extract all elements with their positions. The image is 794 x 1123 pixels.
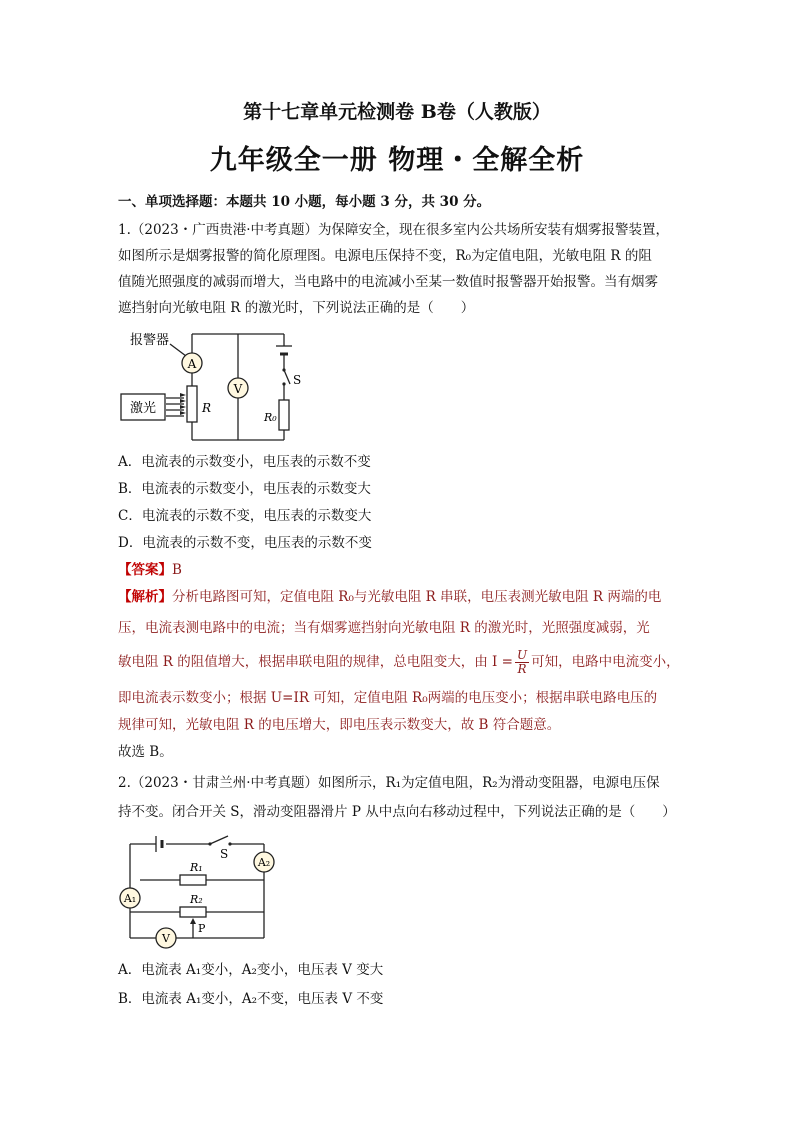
document-title: 第十七章单元检测卷 B卷（人教版）	[243, 101, 551, 123]
q1-analysis-line5: 规律可知，光敏电阻 R 的电压增大，即电压表示数变大，故 B 符合题意。	[118, 717, 561, 733]
alarm-label: 报警器	[130, 333, 170, 348]
q1-answer	[118, 561, 182, 580]
q1-stem-line1: 1.（2023・广西贵港·中考真题）为保障安全，现在很多室内公共场所安装有烟雾报警装置，	[118, 222, 670, 238]
formula-denominator: R	[517, 662, 527, 676]
analysis-text-3b: 可知，电路中电流变小，	[531, 654, 680, 670]
q1-stem-line3: 值随光照强度的减弱而增大，当电路中的电流减小至某一数值时报警器开始报警。当有烟雾	[118, 274, 658, 290]
p-label: P	[198, 922, 206, 935]
q2-circuit-diagram	[118, 832, 288, 952]
switch-label: S	[220, 847, 229, 861]
r1-label: R₁	[190, 861, 203, 874]
v-label: V	[162, 932, 170, 945]
voltmeter-label: V	[233, 382, 243, 396]
q1-option-c: C．电流表的示数不变，电压表的示数变大	[118, 508, 372, 524]
answer-value: B	[172, 562, 182, 578]
q1-stem-line4: 遮挡射向光敏电阻 R 的激光时，下列说法正确的是（ ）	[118, 300, 475, 316]
q2-option-a: A．电流表 A₁变小，A₂变小，电压表 V 变大	[118, 962, 384, 978]
section-heading: 一、单项选择题：本题共 10 小题，每小题 3 分，共 30 分。	[118, 194, 491, 210]
analysis-text-1: 分析电路图可知，定值电阻 R₀与光敏电阻 R 串联，电压表测光敏电阻 R 两端的电	[172, 589, 662, 605]
q1-analysis-line4: 即电流表示数变小；根据 U=IR 可知，定值电阻 R₀两端的电压变小；根据串联电路电压的	[118, 690, 658, 706]
document-subtitle: 九年级全一册 物理・全解全析	[209, 145, 585, 176]
r-label: R	[202, 401, 212, 415]
formula-fraction	[515, 649, 529, 676]
q1-analysis-line2: 压，电流表测电路中的电流；当有烟雾遮挡射向光敏电阻 R 的激光时，光照强度减弱，光	[118, 620, 650, 636]
q1-option-d: D．电流表的示数不变，电压表的示数不变	[118, 535, 372, 551]
ammeter-label: A	[187, 357, 197, 371]
answer-tag: 【答案】	[118, 562, 172, 578]
r2-label: R₂	[190, 893, 203, 906]
q1-option-a: A．电流表的示数变小，电压表的示数不变	[118, 454, 371, 470]
q2-stem-line1: 2.（2023・甘肃兰州·中考真题）如图所示，R₁为定值电阻，R₂为滑动变阻器，电源电压保	[118, 775, 660, 791]
laser-label: 激光	[129, 401, 157, 416]
q1-option-b: B．电流表的示数变小，电压表的示数变大	[118, 481, 371, 497]
r0-label: R₀	[264, 411, 277, 424]
a2-label: A₂	[257, 856, 271, 869]
q1-conclusion: 故选 B。	[118, 744, 173, 760]
analysis-tag: 【解析】	[118, 589, 172, 605]
formula-numerator: U	[516, 648, 528, 662]
switch-label: S	[293, 373, 302, 387]
q2-option-b: B．电流表 A₁变小，A₂不变，电压表 V 不变	[118, 991, 384, 1007]
analysis-text-3a: 敏电阻 R 的阻值增大，根据串联电阻的规律，总电阻变大，由 I =	[118, 654, 513, 670]
q1-analysis-line3	[118, 649, 680, 676]
q1-stem-line2: 如图所示是烟雾报警的简化原理图。电源电压保持不变，R₀为定值电阻，光敏电阻 R 的阻	[118, 248, 652, 264]
q1-analysis-line1	[118, 588, 661, 607]
a1-label: A₁	[123, 892, 137, 905]
q1-circuit-diagram	[118, 328, 308, 446]
q2-stem-line2: 持不变。闭合开关 S，滑动变阻器滑片 P 从中点向右移动过程中，下列说法正确的是（ ）	[118, 804, 676, 820]
